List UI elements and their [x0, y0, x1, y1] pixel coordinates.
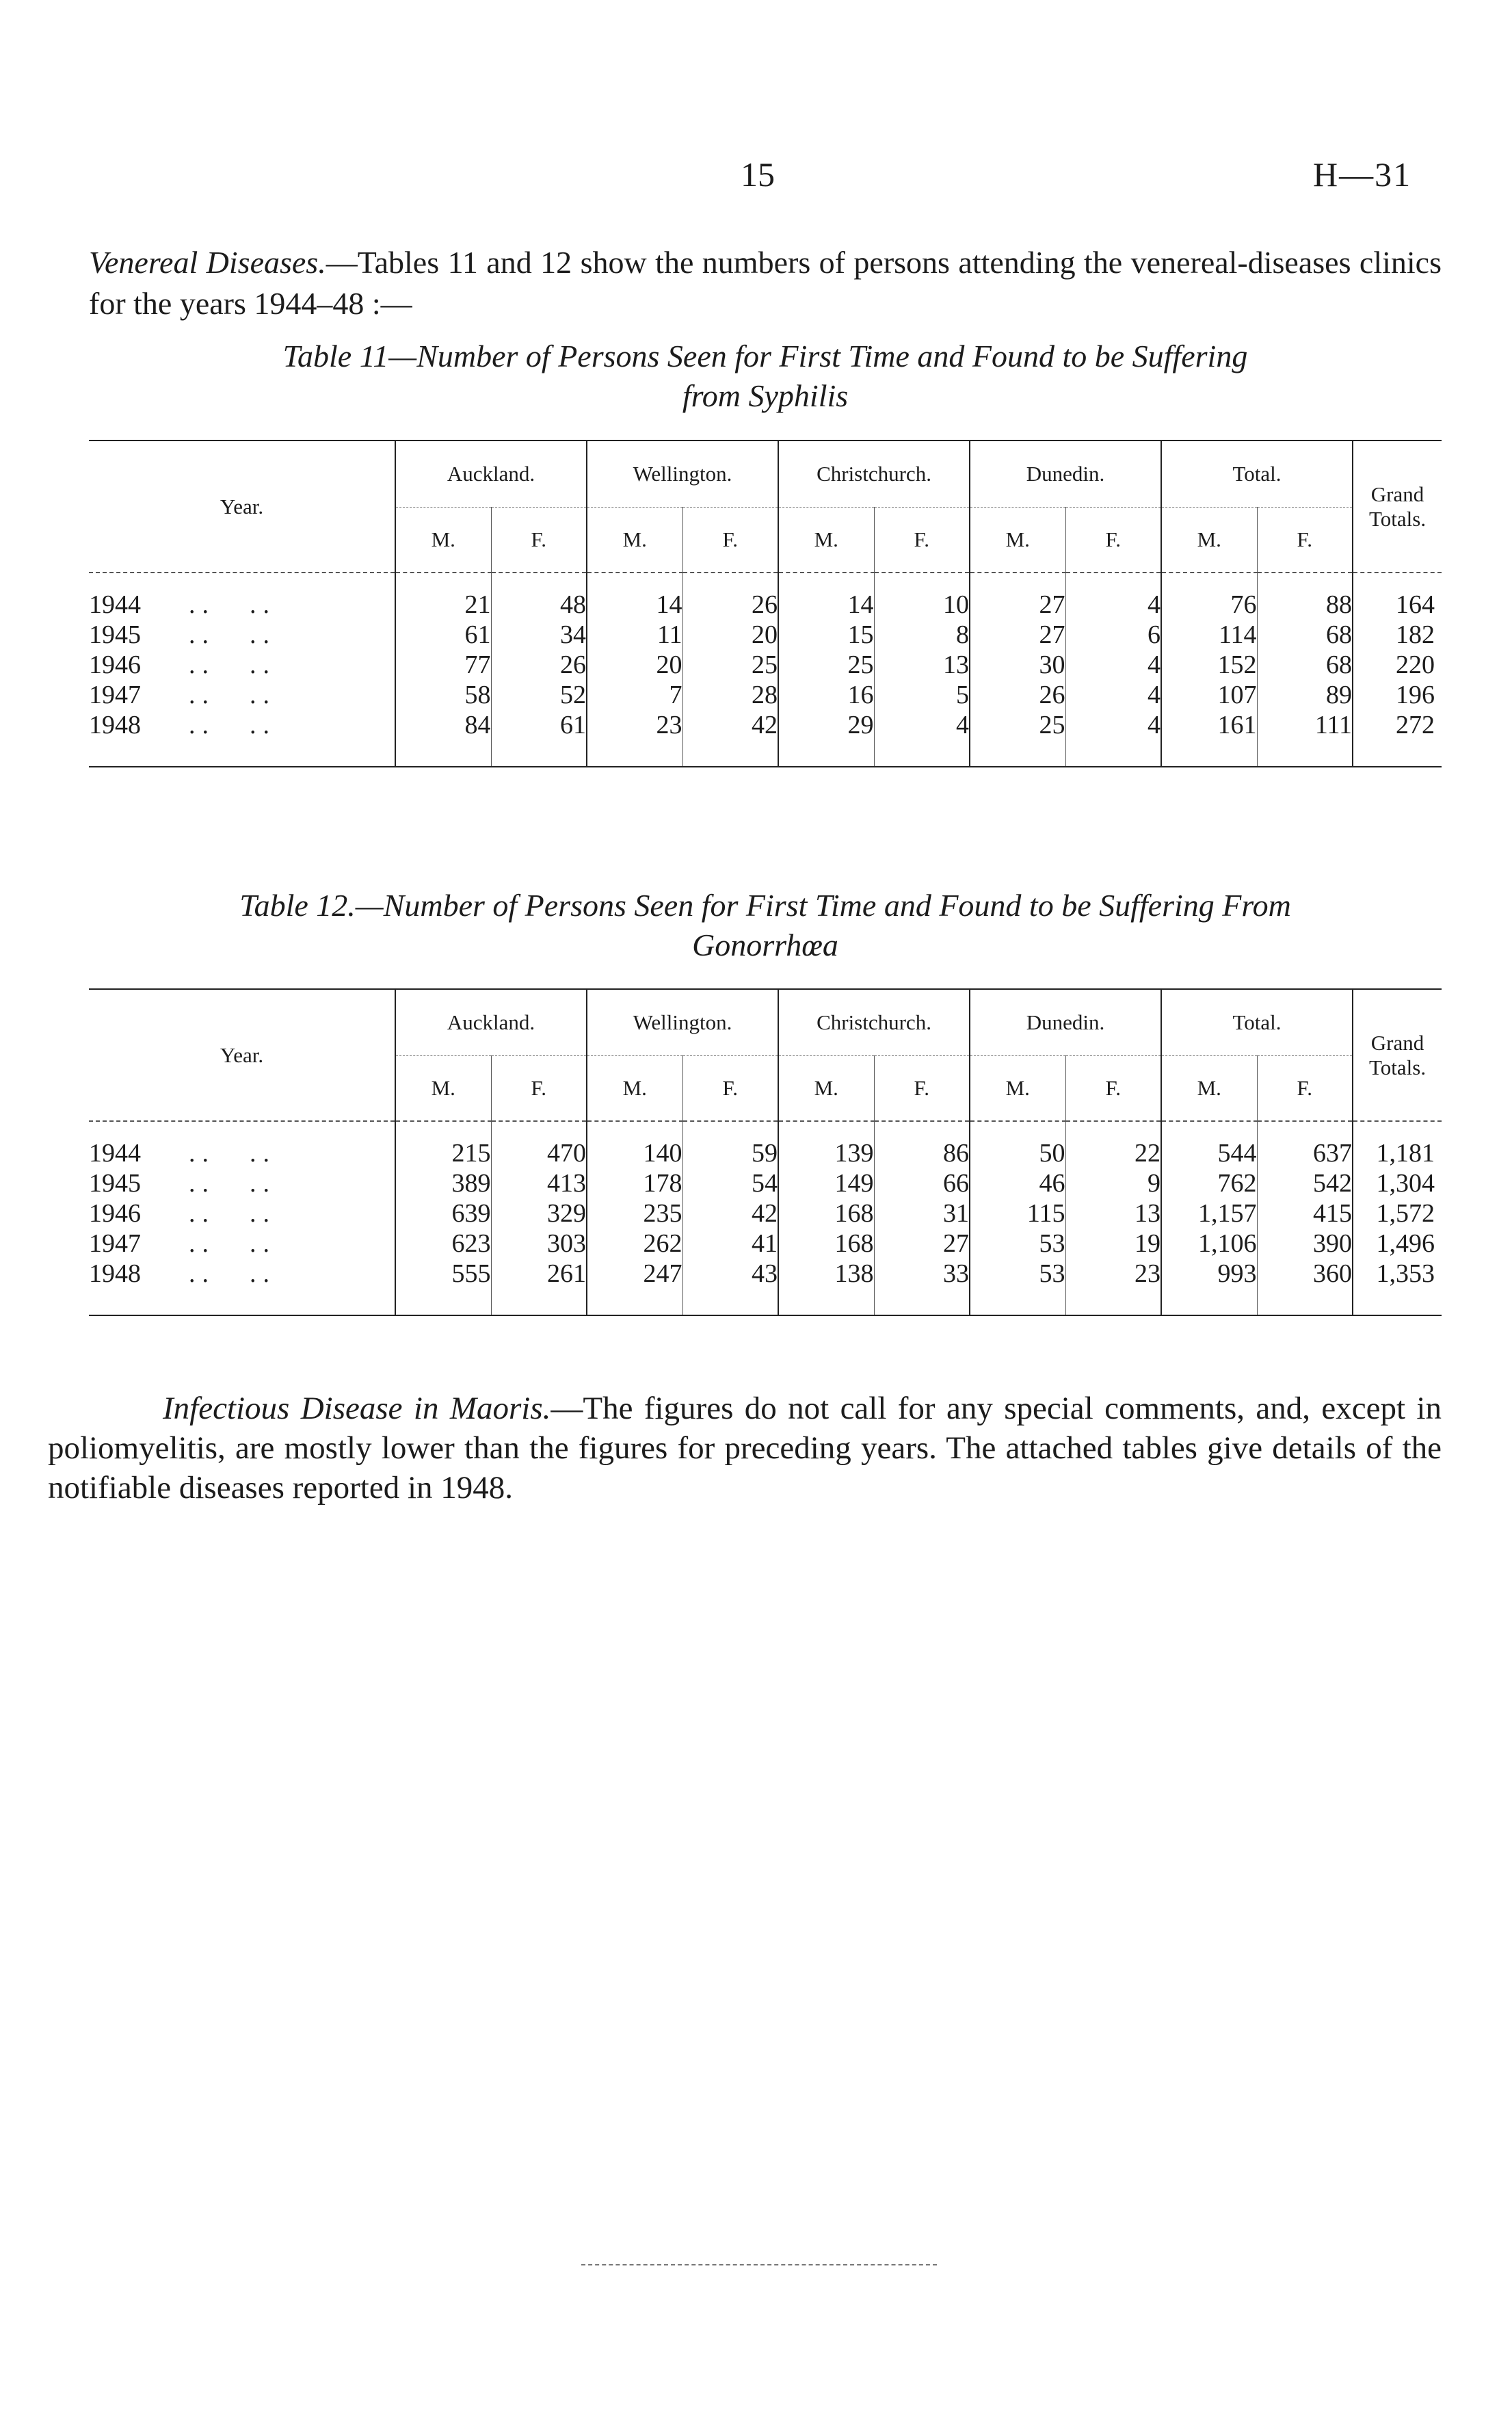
- region-header-dunedin: Dunedin.: [970, 441, 1161, 508]
- female-header: F.: [1257, 1056, 1353, 1122]
- table-row: 1945 .. .. 389 413 178 54 149 66 46 9 762 542 1,304: [89, 1168, 1442, 1198]
- value-cell: 27: [970, 590, 1065, 620]
- value-cell: 360: [1257, 1259, 1353, 1289]
- female-header: F.: [491, 1056, 587, 1122]
- value-cell: 4: [1065, 590, 1161, 620]
- venereal-diseases-paragraph: [89, 242, 1442, 324]
- grand-totals-header-line-1: Grand: [1370, 1030, 1424, 1055]
- female-header: F.: [682, 1056, 778, 1122]
- value-cell: 1,157: [1161, 1198, 1257, 1228]
- value-cell: 14: [778, 590, 874, 620]
- venereal-diseases-text: —Tables 11 and 12 show the numbers of persons attending the venereal-diseases clinics for the years 1944–48 :—: [89, 245, 1442, 321]
- value-cell: 415: [1257, 1198, 1353, 1228]
- region-header-wellington: Wellington.: [587, 989, 778, 1056]
- value-cell: 21: [395, 590, 491, 620]
- maori-disease-text: —The figures do not call for any special comments, and, except in poliomyelitis, are mostly lower than the figures for preceding years. The attached tables give details of the notifiable diseases reported in 1948.: [48, 1391, 1442, 1506]
- value-cell: 8: [874, 620, 970, 650]
- value-cell: 26: [682, 590, 778, 620]
- value-cell: 303: [491, 1228, 587, 1259]
- maori-disease-heading: Infectious Disease in Maoris.: [163, 1391, 551, 1426]
- table-row: 1947 .. .. 623 303 262 41 168 27 53 19 1,106 390 1,496: [89, 1228, 1442, 1259]
- value-cell: 25: [970, 710, 1065, 740]
- grand-totals-header: [1353, 441, 1442, 573]
- value-cell: 68: [1257, 620, 1353, 650]
- value-cell: 114: [1161, 620, 1257, 650]
- value-cell: 25: [778, 650, 874, 680]
- document-reference: H—31: [1313, 155, 1412, 194]
- female-header: F.: [1065, 508, 1161, 573]
- year-header: Year.: [89, 441, 395, 573]
- value-cell: 762: [1161, 1168, 1257, 1198]
- female-header: F.: [1065, 1056, 1161, 1122]
- year-cell: 1948: [89, 711, 141, 739]
- value-cell: 23: [587, 710, 682, 740]
- maori-disease-paragraph: [48, 1389, 1442, 1508]
- value-cell: 61: [491, 710, 587, 740]
- table-11-caption-line-1: Table 11—Number of Persons Seen for First Time and Found to be Suffering: [282, 339, 1248, 373]
- value-cell: 53: [970, 1228, 1065, 1259]
- grand-total-cell: 196: [1353, 680, 1442, 710]
- value-cell: 14: [587, 590, 682, 620]
- value-cell: 58: [395, 680, 491, 710]
- value-cell: 28: [682, 680, 778, 710]
- male-header: M.: [587, 508, 682, 573]
- value-cell: 9: [1065, 1168, 1161, 1198]
- grand-totals-header: [1353, 989, 1442, 1121]
- region-header-christchurch: Christchurch.: [778, 441, 970, 508]
- value-cell: 23: [1065, 1259, 1161, 1289]
- venereal-diseases-heading: Venereal Diseases.: [89, 245, 326, 280]
- year-cell: 1944: [89, 590, 141, 619]
- region-header-total: Total.: [1161, 989, 1353, 1056]
- grand-total-cell: 164: [1353, 590, 1442, 620]
- value-cell: 27: [874, 1228, 970, 1259]
- male-header: M.: [587, 1056, 682, 1122]
- value-cell: 50: [970, 1138, 1065, 1168]
- value-cell: 139: [778, 1138, 874, 1168]
- value-cell: 4: [1065, 650, 1161, 680]
- value-cell: 168: [778, 1228, 874, 1259]
- table-row: 1944 .. .. 21 48 14 26 14 10 27 4 76 88 164: [89, 590, 1442, 620]
- value-cell: 68: [1257, 650, 1353, 680]
- year-cell: 1945: [89, 1169, 141, 1198]
- value-cell: 31: [874, 1198, 970, 1228]
- value-cell: 329: [491, 1198, 587, 1228]
- value-cell: 261: [491, 1259, 587, 1289]
- value-cell: 544: [1161, 1138, 1257, 1168]
- region-header-christchurch: Christchurch.: [778, 989, 970, 1056]
- value-cell: 13: [1065, 1198, 1161, 1228]
- value-cell: 5: [874, 680, 970, 710]
- value-cell: 88: [1257, 590, 1353, 620]
- value-cell: 20: [682, 620, 778, 650]
- value-cell: 247: [587, 1259, 682, 1289]
- value-cell: 33: [874, 1259, 970, 1289]
- value-cell: 16: [778, 680, 874, 710]
- value-cell: 1,106: [1161, 1228, 1257, 1259]
- table-11-syphilis: [89, 440, 1442, 767]
- female-header: F.: [491, 508, 587, 573]
- value-cell: 637: [1257, 1138, 1353, 1168]
- region-header-wellington: Wellington.: [587, 441, 778, 508]
- grand-totals-header-line-2: Totals.: [1369, 1055, 1427, 1079]
- table-12-caption: [89, 886, 1442, 965]
- grand-total-cell: 1,572: [1353, 1198, 1442, 1228]
- value-cell: 29: [778, 710, 874, 740]
- grand-total-cell: 1,181: [1353, 1138, 1442, 1168]
- value-cell: 6: [1065, 620, 1161, 650]
- grand-total-cell: 1,353: [1353, 1259, 1442, 1289]
- value-cell: 48: [491, 590, 587, 620]
- grand-total-cell: 1,496: [1353, 1228, 1442, 1259]
- value-cell: 76: [1161, 590, 1257, 620]
- value-cell: 34: [491, 620, 587, 650]
- grand-total-cell: 182: [1353, 620, 1442, 650]
- table-12-gonorrhoea: [89, 988, 1442, 1316]
- table-row: 1946 .. .. 77 26 20 25 25 13 30 4 152 68 220: [89, 650, 1442, 680]
- table-row: 1946 .. .. 639 329 235 42 168 31 115 13 1,157 415 1,572: [89, 1198, 1442, 1228]
- region-header-auckland: Auckland.: [395, 989, 587, 1056]
- female-header: F.: [1257, 508, 1353, 573]
- value-cell: 15: [778, 620, 874, 650]
- table-row: 1944 .. .. 215 470 140 59 139 86 50 22 544 637 1,181: [89, 1138, 1442, 1168]
- female-header: F.: [874, 508, 970, 573]
- end-rule-divider: [581, 2264, 937, 2265]
- value-cell: 25: [682, 650, 778, 680]
- female-header: F.: [874, 1056, 970, 1122]
- value-cell: 89: [1257, 680, 1353, 710]
- value-cell: 53: [970, 1259, 1065, 1289]
- value-cell: 19: [1065, 1228, 1161, 1259]
- male-header: M.: [970, 1056, 1065, 1122]
- value-cell: 623: [395, 1228, 491, 1259]
- value-cell: 138: [778, 1259, 874, 1289]
- table-row: 1948 .. .. 555 261 247 43 138 33 53 23 993 360 1,353: [89, 1259, 1442, 1289]
- male-header: M.: [778, 1056, 874, 1122]
- value-cell: 86: [874, 1138, 970, 1168]
- year-cell: 1947: [89, 1229, 141, 1258]
- value-cell: 235: [587, 1198, 682, 1228]
- value-cell: 61: [395, 620, 491, 650]
- value-cell: 41: [682, 1228, 778, 1259]
- value-cell: 413: [491, 1168, 587, 1198]
- value-cell: 111: [1257, 710, 1353, 740]
- female-header: F.: [682, 508, 778, 573]
- value-cell: 178: [587, 1168, 682, 1198]
- value-cell: 390: [1257, 1228, 1353, 1259]
- value-cell: 42: [682, 1198, 778, 1228]
- value-cell: 7: [587, 680, 682, 710]
- value-cell: 11: [587, 620, 682, 650]
- value-cell: 115: [970, 1198, 1065, 1228]
- value-cell: 555: [395, 1259, 491, 1289]
- value-cell: 10: [874, 590, 970, 620]
- year-cell: 1945: [89, 620, 141, 649]
- value-cell: 54: [682, 1168, 778, 1198]
- table-11-caption-line-2: from Syphilis: [682, 378, 849, 413]
- year-header: Year.: [89, 989, 395, 1121]
- value-cell: 168: [778, 1198, 874, 1228]
- value-cell: 4: [1065, 680, 1161, 710]
- value-cell: 20: [587, 650, 682, 680]
- region-header-auckland: Auckland.: [395, 441, 587, 508]
- male-header: M.: [395, 1056, 491, 1122]
- value-cell: 389: [395, 1168, 491, 1198]
- value-cell: 43: [682, 1259, 778, 1289]
- male-header: M.: [395, 508, 491, 573]
- value-cell: 46: [970, 1168, 1065, 1198]
- year-cell: 1947: [89, 681, 141, 709]
- value-cell: 4: [1065, 710, 1161, 740]
- page-number: 15: [741, 155, 775, 194]
- value-cell: 215: [395, 1138, 491, 1168]
- value-cell: 66: [874, 1168, 970, 1198]
- grand-total-cell: 220: [1353, 650, 1442, 680]
- value-cell: 4: [874, 710, 970, 740]
- value-cell: 262: [587, 1228, 682, 1259]
- region-header-total: Total.: [1161, 441, 1353, 508]
- value-cell: 542: [1257, 1168, 1353, 1198]
- value-cell: 26: [491, 650, 587, 680]
- table-12-caption-line-1: Table 12.—Number of Persons Seen for First Time and Found to be Suffering From: [239, 888, 1291, 923]
- value-cell: 84: [395, 710, 491, 740]
- value-cell: 152: [1161, 650, 1257, 680]
- grand-totals-header-line-2: Totals.: [1369, 506, 1427, 531]
- male-header: M.: [1161, 508, 1257, 573]
- value-cell: 639: [395, 1198, 491, 1228]
- male-header: M.: [1161, 1056, 1257, 1122]
- table-row: 1948 .. .. 84 61 23 42 29 4 25 4 161 111 272: [89, 710, 1442, 740]
- value-cell: 470: [491, 1138, 587, 1168]
- value-cell: 993: [1161, 1259, 1257, 1289]
- grand-total-cell: 272: [1353, 710, 1442, 740]
- region-header-dunedin: Dunedin.: [970, 989, 1161, 1056]
- male-header: M.: [970, 508, 1065, 573]
- value-cell: 149: [778, 1168, 874, 1198]
- table-11-caption: [89, 337, 1442, 416]
- value-cell: 161: [1161, 710, 1257, 740]
- value-cell: 59: [682, 1138, 778, 1168]
- value-cell: 107: [1161, 680, 1257, 710]
- grand-total-cell: 1,304: [1353, 1168, 1442, 1198]
- male-header: M.: [778, 508, 874, 573]
- year-cell: 1944: [89, 1139, 141, 1168]
- table-12-caption-line-2: Gonorrhœa: [692, 928, 838, 962]
- year-cell: 1948: [89, 1259, 141, 1288]
- value-cell: 22: [1065, 1138, 1161, 1168]
- table-row: 1945 .. .. 61 34 11 20 15 8 27 6 114 68 182: [89, 620, 1442, 650]
- table-row: 1947 .. .. 58 52 7 28 16 5 26 4 107 89 196: [89, 680, 1442, 710]
- value-cell: 42: [682, 710, 778, 740]
- value-cell: 77: [395, 650, 491, 680]
- value-cell: 27: [970, 620, 1065, 650]
- value-cell: 30: [970, 650, 1065, 680]
- year-cell: 1946: [89, 1199, 141, 1228]
- value-cell: 140: [587, 1138, 682, 1168]
- value-cell: 13: [874, 650, 970, 680]
- value-cell: 26: [970, 680, 1065, 710]
- year-cell: 1946: [89, 651, 141, 679]
- value-cell: 52: [491, 680, 587, 710]
- grand-totals-header-line-1: Grand: [1370, 482, 1424, 506]
